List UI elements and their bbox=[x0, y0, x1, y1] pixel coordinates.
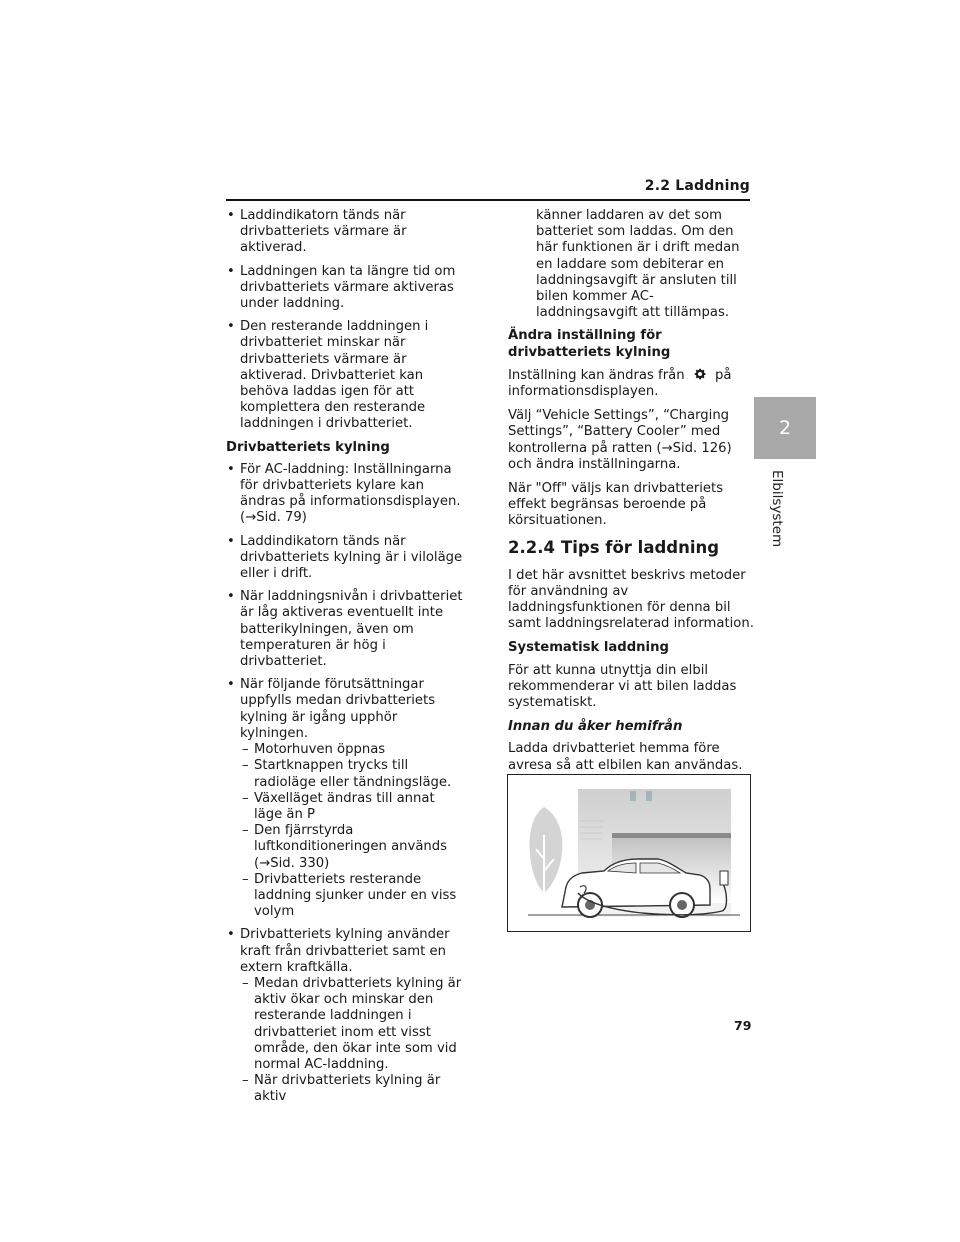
section-number: 2.2.4 bbox=[508, 537, 555, 557]
page-number: 79 bbox=[734, 1018, 752, 1033]
dash-item: – Den fjärrstyrda luftkonditioneringen används (→Sid. 330) bbox=[226, 823, 466, 872]
continuation-text: känner laddaren av det som batteriet som laddas. Om den här funktionen är i drift medan en laddare som debiterar en laddningsavgift är ansluten till bilen kommer AC-laddningsavgift att tillämpas. bbox=[536, 208, 740, 321]
before-heading: Innan du åker hemifrån bbox=[508, 719, 683, 735]
gear-icon bbox=[693, 367, 707, 381]
cooling-heading: Drivbatteriets kylning bbox=[226, 439, 390, 455]
dash-item: – Växelläget ändras till annat läge än P bbox=[226, 791, 466, 823]
change-text-after: på informationsdisplayen. bbox=[508, 367, 732, 400]
list-item: • Drivbatteriets kylning använder kraft från drivbatteriet samt en extern kraftkälla. bbox=[226, 927, 466, 976]
left-column bbox=[226, 208, 466, 1106]
dash-item: – Motorhuven öppnas bbox=[226, 742, 466, 758]
list-item: • När följande förutsättningar uppfylls medan drivbatteriets kylning är igång upphör kylningen. bbox=[226, 677, 466, 742]
list-item: • För AC-laddning: Inställningarna för drivbatteriets kylare kan ändras på informationsdisplayen. (→Sid. 79) bbox=[226, 462, 466, 527]
systematic-heading: Systematisk laddning bbox=[508, 640, 669, 656]
list-item: • När laddningsnivån i drivbatteriet är låg aktiveras eventuellt inte batterikylningen, även om temperaturen är hög i drivbatteriet. bbox=[226, 589, 466, 670]
list-item: • Laddindikatorn tänds när drivbatteriets värmare är aktiverad. bbox=[226, 208, 466, 257]
dash-item: – När drivbatteriets kylning är aktiv bbox=[226, 1073, 466, 1105]
list-item: • Den resterande laddningen i drivbatteriet minskar när drivbatteriets värmare är aktiverad. Drivbatteriet kan behöva laddas igen för att komplettera den resterande laddningen i drivbatteriet. bbox=[226, 319, 466, 432]
change-text-before: Inställning kan ändras från bbox=[508, 367, 685, 383]
house-car-illustration bbox=[508, 775, 750, 931]
change-heading: Ändra inställning för drivbatteriets kylning bbox=[508, 328, 671, 360]
dash-item: – Medan drivbatteriets kylning är aktiv ökar och minskar den resterande laddningen i drivbatteriet inom ett visst område, den ökar inte som vid normal AC-laddning. bbox=[226, 976, 466, 1073]
select-text: Välj “Vehicle Settings”, “Charging Settings”, “Battery Cooler” med kontrollerna på ratten (→Sid. 126) och ändra inställningarna. bbox=[508, 408, 732, 472]
header-rule bbox=[226, 199, 750, 201]
dash-item: – Drivbatteriets resterande laddning sjunker under en viss volym bbox=[226, 872, 466, 921]
chapter-tab-label: Elbilsystem bbox=[769, 470, 785, 548]
change-text bbox=[508, 367, 754, 400]
systematic-text: För att kunna utnyttja din elbil rekommenderar vi att bilen laddas systematiskt. bbox=[508, 662, 737, 711]
before-text: Ladda drivbatteriet hemma före avresa så att elbilen kan användas. bbox=[508, 741, 743, 773]
dash-item: – Startknappen trycks till radioläge eller tändningsläge. bbox=[226, 758, 466, 790]
chapter-tab: 2 bbox=[754, 397, 816, 459]
charging-illustration bbox=[507, 774, 751, 932]
right-column bbox=[508, 208, 754, 782]
section-title: Tips för laddning bbox=[560, 537, 720, 557]
off-text: När "Off" väljs kan drivbatteriets effekt begränsas beroende på körsituationen. bbox=[508, 481, 724, 529]
section-intro: I det här avsnittet beskrivs metoder för användning av laddningsfunktionen för denna bil samt laddningsrelaterad information. bbox=[508, 567, 754, 632]
running-header: 2.2 Laddning bbox=[644, 178, 750, 194]
list-item: • Laddningen kan ta längre tid om drivbatteriets värmare aktiveras under laddning. bbox=[226, 264, 466, 313]
section-heading bbox=[508, 538, 754, 558]
list-item: • Laddindikatorn tänds när drivbatteriets kylning är i viloläge eller i drift. bbox=[226, 534, 466, 583]
